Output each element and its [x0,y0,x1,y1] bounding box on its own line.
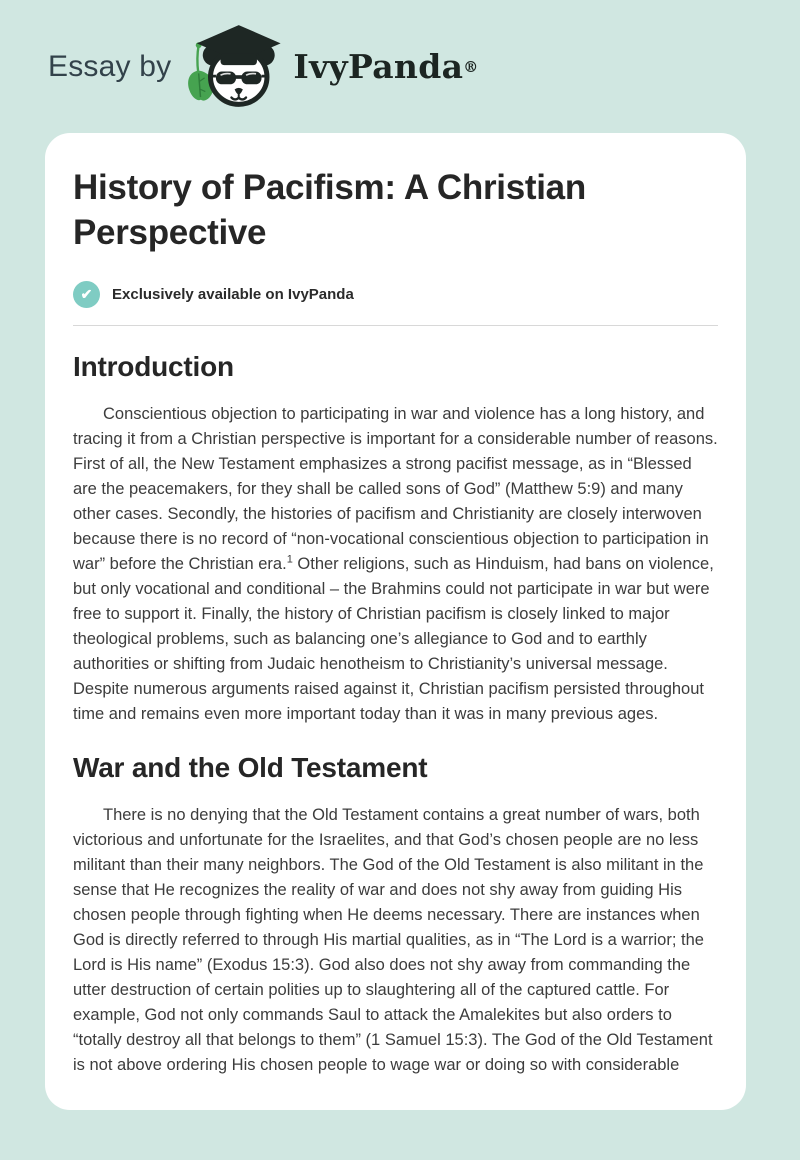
section-heading-introduction: Introduction [73,351,234,382]
intro-text-before-footnote: Conscientious objection to participating in war and violence has a long history, and tracing it from a Christian perspective is important for a considerable number of reasons. First of all, the New Testament emphasizes a strong pacifist message, as in “Blessed are the peacemakers, for they shall be called sons of God” (Matthew 5:9) and many other cases. Secondly, the histories of pacifism and Christianity are closely interwoven because there is no record of “non-vocational conscientious objection to participation in war” before the Christian era. [73,405,718,573]
essay-by-label: Essay by [48,49,172,83]
divider [73,325,718,326]
exclusive-badge [73,281,718,308]
brand-logo-link[interactable]: IvyPanda ® [185,21,478,113]
footnote-marker: 1 [286,553,293,566]
section-heading-war-old-testament: War and the Old Testament [73,752,428,783]
war-old-testament-paragraph: There is no denying that the Old Testament contains a great number of wars, both victorious and unfortunate for the Israelites, and that God’s chosen people are no less militant than their many neighbors. The God of the Old Testament is also militant in the sense that He recognizes the reality of war and does not shy away from guiding His chosen people through fighting when He deems necessary. There are instances when God is directly referred to through His martial qualities, as in “The Lord is a warrior; the Lord is His name” (Exodus 15:3). God also does not shy away from commanding the utter destruction of certain polities up to slaughtering all of the captured cattle. For example, God not only commands Saul to attack the Amalekites but also orders to “totally destroy all that belongs to them” (1 Samuel 15:3). The God of the Old Testament is not above ordering His chosen people to wage war or doing so with considerable [73,806,713,1074]
check-icon: ✔ [73,281,100,308]
essay-card [45,133,746,1110]
exclusive-badge-label: Exclusively available on IvyPanda [112,286,354,303]
intro-text-after-footnote: Other religions, such as Hinduism, had bans on violence, but only vocational and conditional – the Brahmins could not participate in war but were free to support it. Finally, the history of Christian pacifism is closely linked to major theological problems, such as balancing one’s allegiance to God and to earthly authorities or shifting from Judaic henotheism to Christianity’s universal message. Despite numerous arguments raised against it, Christian pacifism persisted throughout time and remains even more important today than it was in many previous ages. [73,555,714,723]
introduction-paragraph [73,402,718,727]
page-header [0,0,800,133]
panda-graduate-logo-icon [185,21,287,113]
brand-name: IvyPanda [293,47,464,86]
essay-title: History of Pacifism: A Christian Perspective [73,168,586,252]
